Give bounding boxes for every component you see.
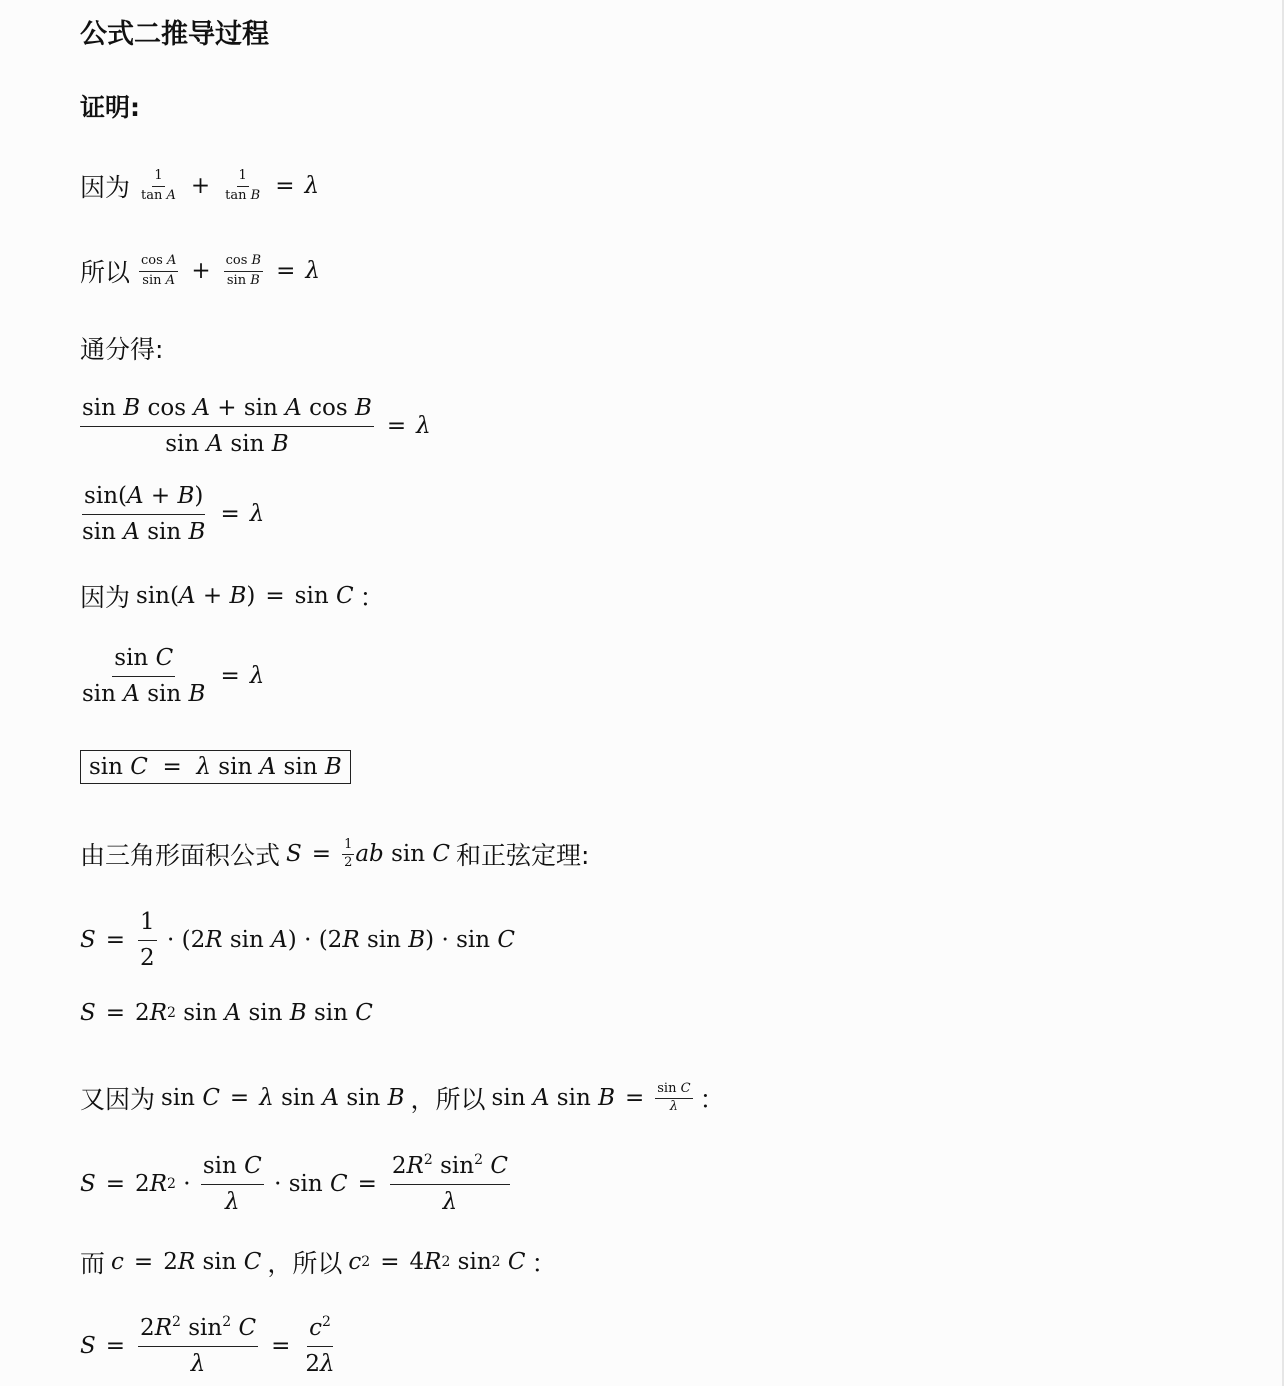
also-because-text: 又因为: [80, 1085, 156, 1114]
frac-sinAB-over-product: $\frac{\sin(A + B)}{\text{sin A sin B}}$: [82, 483, 206, 545]
sum-angle-formula: $\frac{\sin(A + B)}{\text{sin A sin B}}$ = λ: [82, 483, 265, 545]
frac-half: $\frac{1}{2}$: [344, 837, 353, 870]
sum-angle-equation: [80, 482, 270, 547]
frac-cosA-sinA: $\frac{\text{cos A}}{\text{sin A}}$: [141, 253, 177, 288]
premise-equation: [80, 168, 325, 204]
area-lambda-formula: S = 2 R 2 · $\frac{\text{sin C}}{\lambda}$ · sin C = $\frac{2R^2 \sin^2 C}{\lambda}$: [80, 1152, 508, 1215]
boxed-result: [80, 750, 351, 784]
sinC-fraction-formula: $\frac{\text{sin C}}{\text{sin A sin B}}$ = λ: [82, 645, 265, 707]
frac-sinC-over-lambda: $\frac{\text{sin C}}{\lambda}$: [202, 1153, 262, 1215]
substitution-formula-1: sin C = λ sin A sin B: [161, 1085, 405, 1111]
substitution-formula-2: sin A sin B = $\frac{\text{sin C}}{\lambda}$: [491, 1081, 691, 1114]
substitution-statement: [80, 1080, 725, 1116]
identity-formula: sin( A + B ) = sin C: [136, 583, 354, 609]
side-relation-statement: [80, 1244, 557, 1280]
final-area-equation: [80, 1314, 346, 1379]
colon-1: ：: [359, 583, 385, 612]
area-formula-statement: [80, 836, 589, 872]
frac-final-2R2sin2C-over-lambda: $\frac{2R^2 \sin^2 C}{\lambda}$: [140, 1314, 257, 1377]
and-text: 而: [80, 1249, 106, 1278]
sinC-fraction-equation: [80, 644, 270, 709]
frac-1-over-tanB: $\frac{1}{\text{tan B}}$: [225, 168, 261, 203]
common-denominator-label: 通分得:: [80, 335, 164, 364]
area-formula-suffix: 和正弦定理:: [456, 841, 590, 870]
proof-label: 证明:: [80, 93, 140, 122]
boxed-formula: sin C = λ sin A sin B: [80, 750, 351, 784]
colon-3: ：: [531, 1249, 557, 1278]
therefore-text: 所以: [80, 258, 131, 287]
colon-2: ：: [699, 1085, 725, 1114]
frac-cosB-sinB: $\frac{\text{cos B}}{\text{sin B}}$: [225, 253, 262, 288]
combined-fraction-equation: [80, 394, 437, 459]
because-text: 因为: [80, 173, 131, 202]
frac-c2-over-2lambda: $\frac{c^2}{2\lambda}$: [305, 1314, 335, 1377]
cot-formula: $\frac{\text{cos A}}{\text{sin A}}$ + $\frac{\text{cos B}}{\text{sin B}}$ = λ: [141, 253, 320, 288]
common-denominator-row: [80, 330, 163, 366]
cot-equation: [80, 253, 326, 289]
comma-therefore-text: ，所以: [410, 1085, 486, 1114]
area-expansion-formula: S = $\frac{1}{2}$ · (2 R sin A ) · (2 R sin B ) · sin C: [80, 909, 515, 971]
area-formula: S = $\frac{1}{2}$ ab sin C: [286, 837, 450, 870]
frac-2R2sin2C-over-lambda: $\frac{2R^2 \sin^2 C}{\lambda}$: [391, 1152, 508, 1215]
area-simplified-equation: [80, 1000, 379, 1026]
frac-sum-over-product: $\frac{\text{sin B cos A + sin A cos B}}{\text{sin A sin B}}$: [82, 395, 372, 457]
side-relation-formula-1: c = 2 R sin C: [111, 1249, 262, 1275]
proof-label-row: [80, 88, 140, 124]
identity-statement: [80, 578, 385, 614]
area-expansion-equation: [80, 908, 521, 973]
area-simplified-formula: S = 2 R 2 sin A sin B sin C: [80, 1000, 373, 1026]
because-identity-text: 因为: [80, 583, 131, 612]
combined-fraction-formula: $\frac{\text{sin B cos A + sin A cos B}}{\text{sin A sin B}}$ = λ: [82, 395, 431, 457]
comma-therefore-text-2: ，所以: [267, 1249, 343, 1278]
premise-formula: $\frac{1}{\text{tan A}}$ + $\frac{1}{\text{tan B}}$ = λ: [141, 168, 320, 203]
page-title-row: [80, 12, 269, 51]
final-area-formula: S = $\frac{2R^2 \sin^2 C}{\lambda}$ = $\frac{c^2}{2\lambda}$: [80, 1314, 335, 1377]
side-relation-formula-2: c 2 = 4 R 2 sin 2 C: [348, 1249, 526, 1275]
area-formula-prefix: 由三角形面积公式: [80, 841, 281, 870]
page-title: 公式二推导过程: [80, 19, 269, 50]
frac-1-over-tanA: $\frac{1}{\text{tan A}}$: [141, 168, 176, 203]
frac-one-half: $\frac{1}{2}$: [140, 909, 155, 971]
area-lambda-equation: [80, 1152, 519, 1217]
frac-sinC-over-lambda-small: $\frac{\text{sin C}}{\lambda}$: [657, 1081, 691, 1114]
frac-sinC-over-product: $\frac{\text{sin C}}{\text{sin A sin B}}$: [82, 645, 206, 707]
